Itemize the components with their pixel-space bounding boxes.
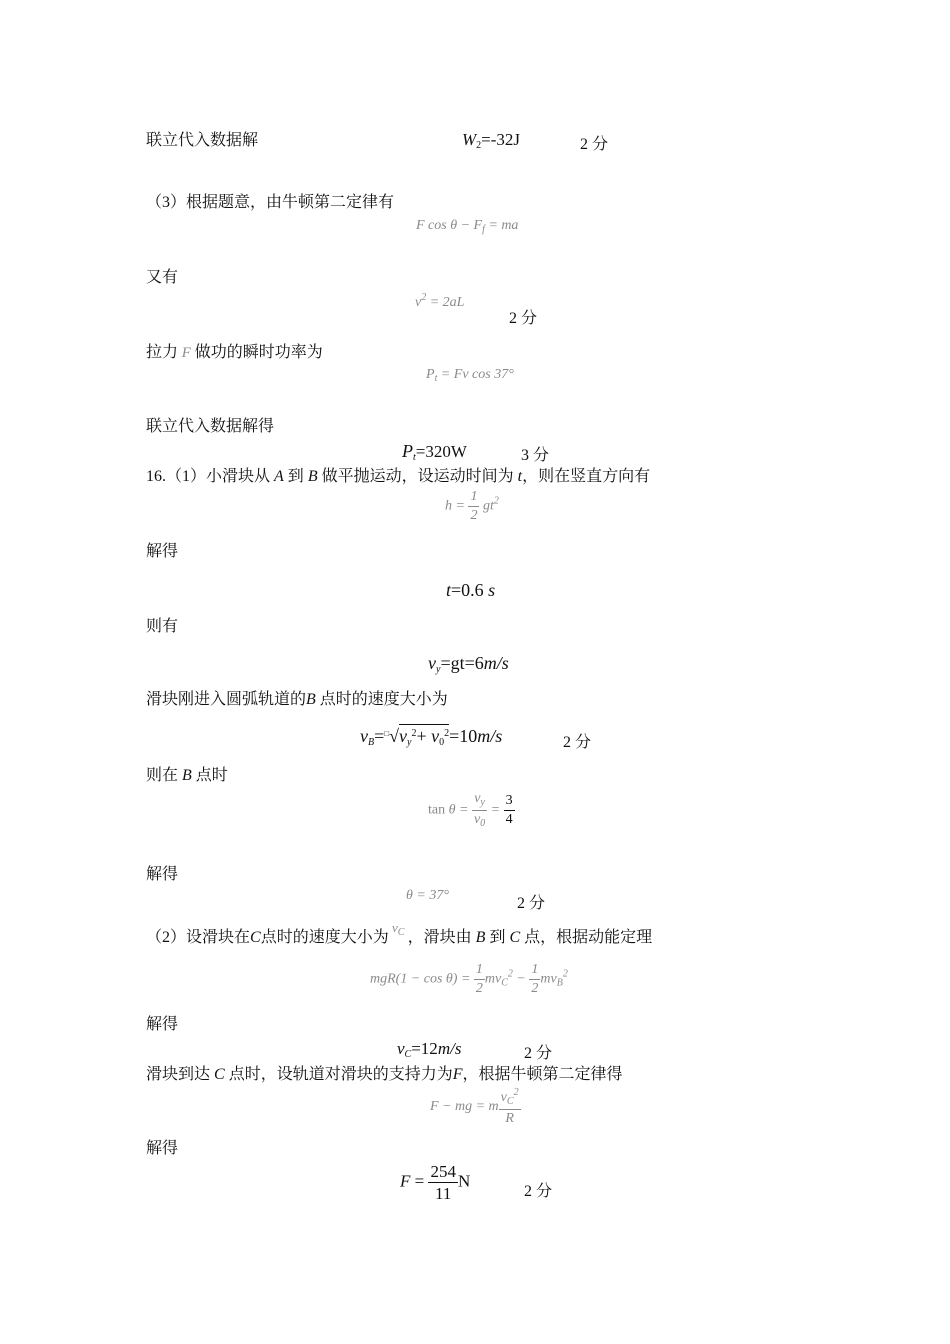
text-line: 联立代入数据解得 bbox=[146, 418, 275, 435]
equation-newton: F $\cos \theta - F_f$ = ma bbox=[416, 218, 519, 235]
equation-energy: mgR(1 − cos θ) = $\frac{1}{2}$ $mv_C^2$ − $\frac{1}{2}$ $mv_B^2$ bbox=[370, 962, 568, 996]
text-line: 又有 bbox=[146, 269, 179, 286]
text-line: （3）根据题意，由牛顿第二定律有 bbox=[146, 194, 395, 211]
result-f: F = $\frac{254}{11}$ N bbox=[400, 1162, 471, 1203]
text-line: 联立代入数据解 bbox=[146, 132, 259, 149]
text-line: 滑块刚进入圆弧轨道的B 点时的速度大小为 bbox=[146, 691, 448, 708]
equation-theta: θ = 37° bbox=[406, 888, 449, 903]
text-line: 16.（1）小滑块从 A 到 B 做平抛运动，设运动时间为 t，则在竖直方向有 bbox=[146, 468, 651, 485]
score: 2 分 bbox=[509, 310, 538, 327]
result-t: t=0.6 s bbox=[446, 580, 496, 600]
score: 2 分 bbox=[580, 136, 609, 153]
score: 2 分 bbox=[524, 1183, 553, 1200]
equation-centripetal: F − mg = m $\frac{v_C^2}{R}$ bbox=[430, 1087, 519, 1126]
text-line: 解得 bbox=[146, 1140, 179, 1157]
score: 3 分 bbox=[521, 447, 550, 464]
equation-tan: tan θ = $\frac{v_y}{v_0}$ = $\frac{3}{4}$ bbox=[428, 791, 513, 829]
text-line: 解得 bbox=[146, 866, 179, 883]
score: 2 分 bbox=[524, 1045, 553, 1062]
text-line: 则有 bbox=[146, 618, 179, 635]
result-vy: $v_y=gt=6m/s$ bbox=[428, 653, 509, 675]
equation-kinematics: $v^2 = 2aL$ bbox=[415, 292, 465, 310]
score: 2 分 bbox=[563, 734, 592, 751]
text-line: （2）设滑块在C点时的速度大小为 $^{v_C}$ ，滑块由 B 到 C 点，根据动能定理 bbox=[146, 920, 653, 946]
text-line: 滑块到达 C 点时，设轨道对滑块的支持力为F，根据牛顿第二定律得 bbox=[146, 1066, 623, 1083]
text-line: 解得 bbox=[146, 543, 179, 560]
equation-power: $P_t = Fv$ cos 37° bbox=[426, 367, 514, 384]
result-vb: $v_B=^□√v_y^2+ v_0^2=10m/s$ bbox=[360, 726, 503, 748]
text-line: 拉力 F 做功的瞬时功率为 bbox=[146, 344, 323, 361]
text-line: 则在 B 点时 bbox=[146, 767, 228, 784]
equation-free-fall: h = $\frac{1}{2}$ $gt^2$ bbox=[445, 489, 499, 523]
result-w2: $W_2=-32J$ bbox=[462, 130, 521, 151]
score: 2 分 bbox=[517, 895, 546, 912]
result-vc: $v_C=12m/s$ bbox=[397, 1039, 462, 1060]
text-line: 解得 bbox=[146, 1016, 179, 1033]
result-pt: $P_t=320W$ bbox=[402, 441, 467, 463]
